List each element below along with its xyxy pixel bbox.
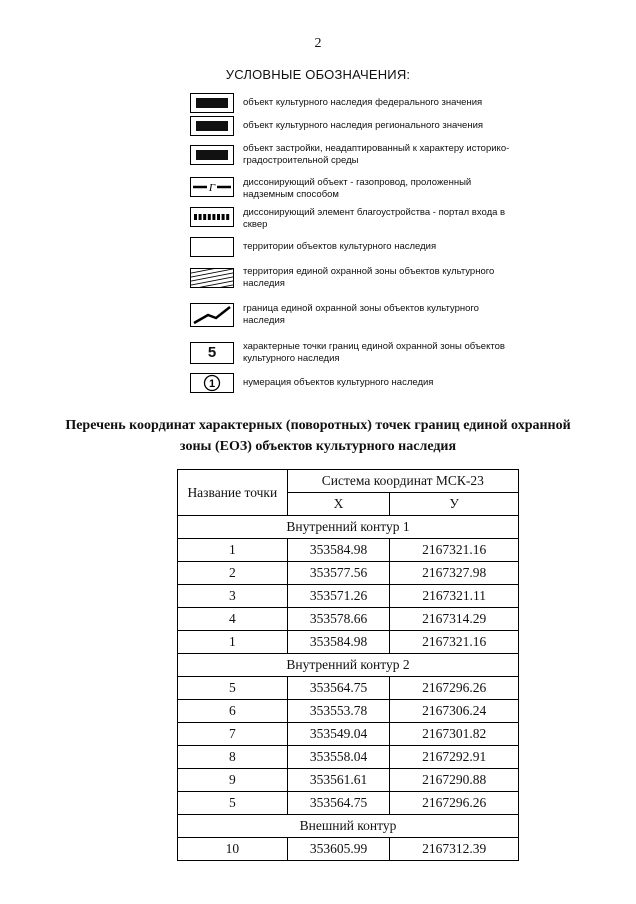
legend-item-text: диссонирующий объект - газопровод, проложенный надземным способом xyxy=(243,177,472,200)
unadapted-building-symbol xyxy=(190,145,234,165)
legend-item-text: диссонирующий элемент благоустройства - портал входа в сквер xyxy=(243,207,506,230)
table-row xyxy=(178,746,519,769)
regional-object-symbol xyxy=(190,116,234,136)
gas-pipeline-line-icon xyxy=(190,177,234,197)
header-point-name: Название точки xyxy=(178,470,288,516)
legend-title: УСЛОВНЫЕ ОБОЗНАЧЕНИЯ: xyxy=(225,67,411,82)
section-title: Внутренний контур 2 xyxy=(178,654,519,677)
section-row xyxy=(178,516,519,539)
point-name-cell: 9 xyxy=(178,769,288,792)
legend-item-text: территория единой охранной зоны объектов культурного наследия xyxy=(243,266,495,289)
point-name-cell: 7 xyxy=(178,723,288,746)
point-name-cell: 4 xyxy=(178,608,288,631)
territory-symbol xyxy=(190,237,234,257)
section-title: Внутренний контур 1 xyxy=(178,516,519,539)
gas-pipeline-letter: Г xyxy=(208,182,216,194)
table-row xyxy=(178,792,519,815)
y-coordinate-cell: 2167321.11 xyxy=(390,585,519,608)
table-row xyxy=(178,608,519,631)
y-coordinate-cell: 2167321.16 xyxy=(390,631,519,654)
point-name-cell: 5 xyxy=(178,792,288,815)
coordinates-table-body xyxy=(178,516,519,861)
y-coordinate-cell: 2167327.98 xyxy=(390,562,519,585)
legend-item-text: территории объектов культурного наследия xyxy=(243,241,437,252)
table-row xyxy=(178,769,519,792)
y-coordinate-cell: 2167301.82 xyxy=(390,723,519,746)
dashed-portal-icon xyxy=(190,207,234,227)
zone-border-icon xyxy=(190,303,234,327)
table-row xyxy=(178,562,519,585)
section-title: Внешний контур xyxy=(178,815,519,838)
table-row xyxy=(178,838,519,861)
legend-item-text: объект культурного наследия регионального значения xyxy=(243,120,484,131)
table-row xyxy=(178,631,519,654)
y-coordinate-cell: 2167296.26 xyxy=(390,792,519,815)
point-name-cell: 6 xyxy=(178,700,288,723)
x-coordinate-cell: 353561.61 xyxy=(287,769,390,792)
point-name-cell: 5 xyxy=(178,677,288,700)
point-name-cell: 8 xyxy=(178,746,288,769)
page-number: 2 xyxy=(314,36,322,51)
header-x: X xyxy=(287,493,390,516)
point-name-cell: 10 xyxy=(178,838,288,861)
section-row xyxy=(178,815,519,838)
section-row xyxy=(178,654,519,677)
y-coordinate-cell: 2167314.29 xyxy=(390,608,519,631)
table-row xyxy=(178,585,519,608)
header-coordinate-system: Система координат МСК-23 xyxy=(287,470,518,493)
circled-number-icon xyxy=(190,373,234,393)
point-name-cell: 3 xyxy=(178,585,288,608)
x-coordinate-cell: 353605.99 xyxy=(287,838,390,861)
circled-number-label: 1 xyxy=(208,378,216,390)
legend-item-text: граница единой охранной зоны объектов культурного наследия xyxy=(243,303,479,326)
x-coordinate-cell: 353571.26 xyxy=(287,585,390,608)
y-coordinate-cell: 2167296.26 xyxy=(390,677,519,700)
legend-item-text: нумерация объектов культурного наследия xyxy=(243,377,434,388)
x-coordinate-cell: 353558.04 xyxy=(287,746,390,769)
table-row xyxy=(178,539,519,562)
y-coordinate-cell: 2167292.91 xyxy=(390,746,519,769)
coordinates-table xyxy=(177,469,519,861)
legend-item-text: объект застройки, неадаптированный к характеру историко-градостроительной среды xyxy=(243,143,510,166)
point-name-cell: 2 xyxy=(178,562,288,585)
y-coordinate-cell: 2167290.88 xyxy=(390,769,519,792)
table-row xyxy=(178,723,519,746)
x-coordinate-cell: 353584.98 xyxy=(287,631,390,654)
x-coordinate-cell: 353584.98 xyxy=(287,539,390,562)
document-title: Перечень координат характерных (поворотных) точек границ единой охранной зоны (ЕОЗ) объектов культурного наследия xyxy=(65,418,571,454)
point-name-cell: 1 xyxy=(178,631,288,654)
x-coordinate-cell: 353549.04 xyxy=(287,723,390,746)
x-coordinate-cell: 353564.75 xyxy=(287,677,390,700)
x-coordinate-cell: 353564.75 xyxy=(287,792,390,815)
legend-item-text: объект культурного наследия федерального значения xyxy=(243,97,483,108)
y-coordinate-cell: 2167321.16 xyxy=(390,539,519,562)
x-coordinate-cell: 353553.78 xyxy=(287,700,390,723)
y-coordinate-cell: 2167312.39 xyxy=(390,838,519,861)
x-coordinate-cell: 353577.56 xyxy=(287,562,390,585)
legend-item-text: характерные точки границ единой охранной зоны объектов культурного наследия xyxy=(243,341,505,364)
point-number-symbol: 5 xyxy=(190,342,234,364)
header-y: У xyxy=(390,493,519,516)
federal-object-symbol xyxy=(190,93,234,113)
hatched-zone-icon xyxy=(190,268,234,288)
table-row xyxy=(178,677,519,700)
x-coordinate-cell: 353578.66 xyxy=(287,608,390,631)
point-name-cell: 1 xyxy=(178,539,288,562)
table-row xyxy=(178,700,519,723)
y-coordinate-cell: 2167306.24 xyxy=(390,700,519,723)
